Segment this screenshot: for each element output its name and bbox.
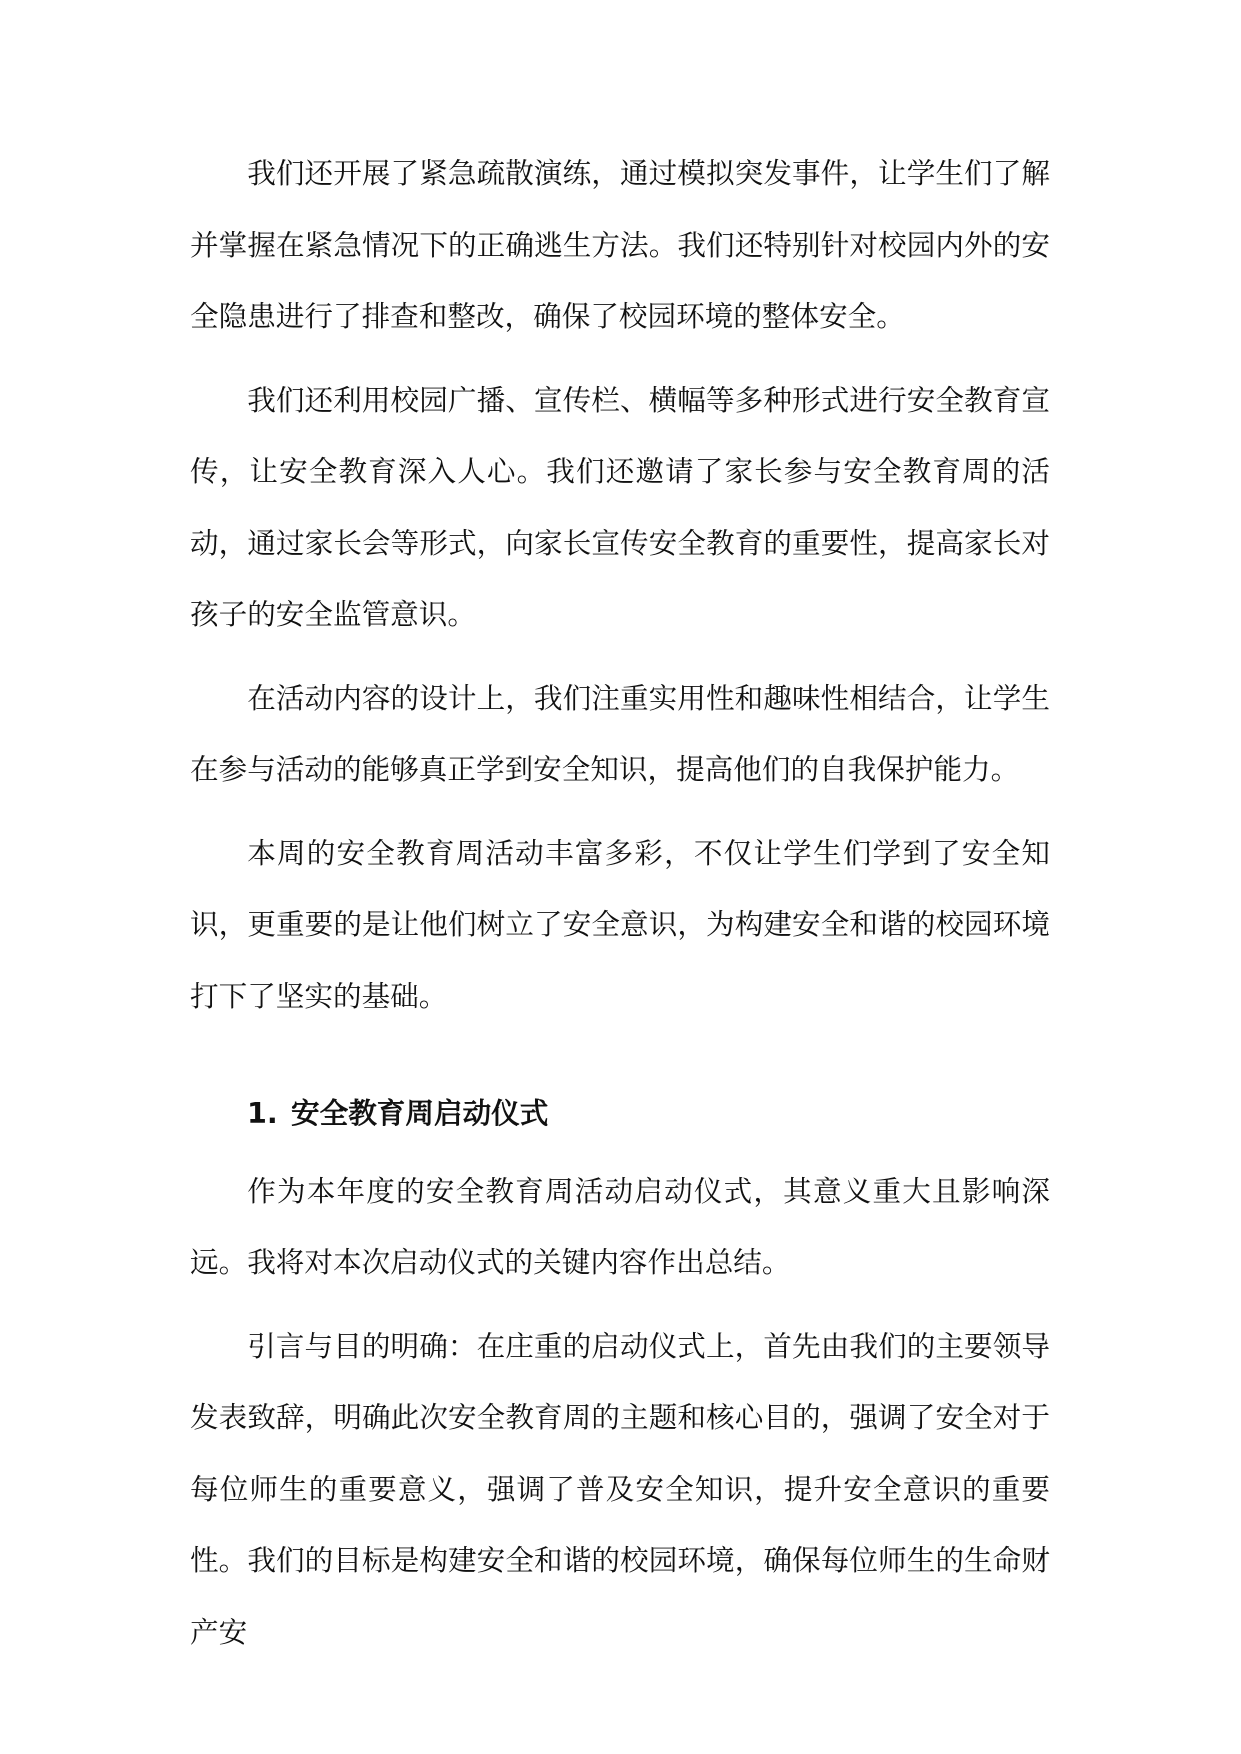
paragraph-week-summary: 本周的安全教育周活动丰富多彩，不仅让学生们学到了安全知识，更重要的是让他们树立了安全意识，为构建安全和谐的校园环境打下了坚实的基础。: [190, 835, 1050, 1013]
paragraph-ceremony-intro: 作为本年度的安全教育周活动启动仪式，其意义重大且影响深远。我将对本次启动仪式的关键内容作出总结。: [190, 1173, 1050, 1279]
section-heading: [190, 1078, 1050, 1150]
paragraph-evacuation-drill: 我们还开展了紧急疏散演练，通过模拟突发事件，让学生们了解并掌握在紧急情况下的正确逃生方法。我们还特别针对校园内外的安全隐患进行了排查和整改，确保了校园环境的整体安全。: [190, 156, 1050, 333]
paragraph-publicity: 我们还利用校园广播、宣传栏、横幅等多种形式进行安全教育宣传，让安全教育深入人心。我们还邀请了家长参与安全教育周的活动，通过家长会等形式，向家长宣传安全教育的重要性，提高家长对孩子的安全监管意识。: [190, 382, 1050, 631]
paragraph-activity-design: 在活动内容的设计上，我们注重实用性和趣味性相结合，让学生在参与活动的能够真正学到安全知识，提高他们的自我保护能力。: [190, 680, 1050, 786]
document-body: [190, 138, 1050, 1680]
section-title: 安全教育周启动仪式: [291, 1096, 549, 1130]
section-number: 1.: [247, 1096, 278, 1130]
paragraph-ceremony-purpose: 引言与目的明确：在庄重的启动仪式上，首先由我们的主要领导发表致辞，明确此次安全教育周的主题和核心目的，强调了安全对于每位师生的重要意义，强调了普及安全知识，提升安全意识的重要性。我们的目标是构建安全和谐的校园环境，确保每位师生的生命财产安: [190, 1328, 1050, 1649]
